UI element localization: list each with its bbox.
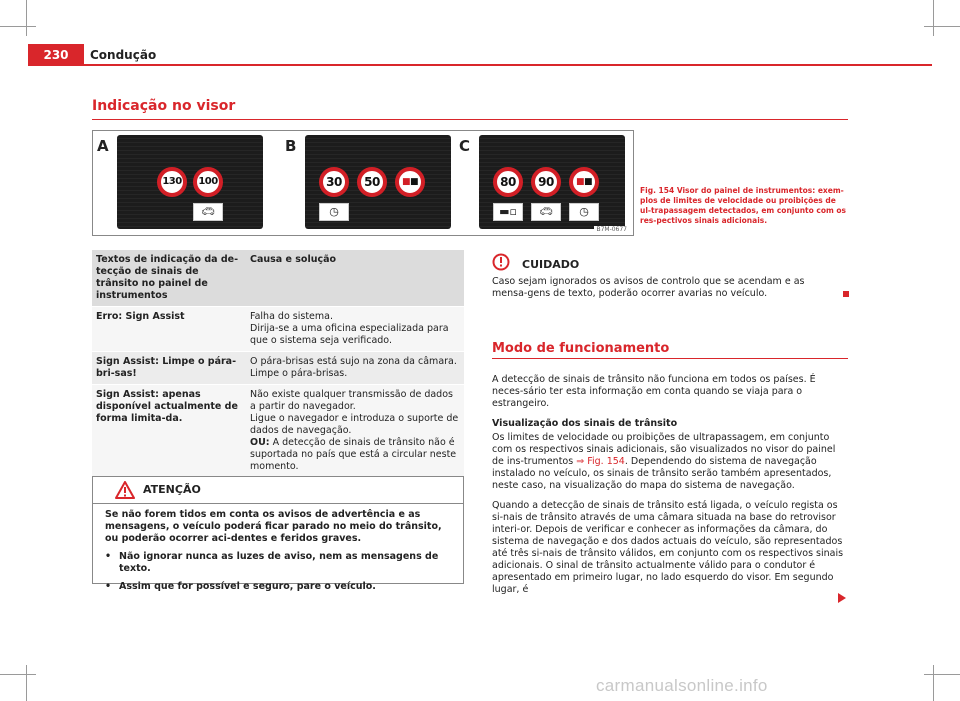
warning-triangle-icon — [115, 481, 135, 499]
speed-limit-sign: 90 — [531, 167, 561, 197]
figure-panel-a — [97, 135, 279, 229]
page-number: 230 — [28, 44, 84, 66]
crop-mark — [26, 0, 27, 36]
instrument-display — [117, 135, 263, 229]
continue-arrow-icon — [838, 593, 846, 603]
speed-limit-sign: 130 — [157, 167, 187, 197]
subheading: Visualização dos sinais de trânsito — [492, 418, 678, 429]
table-cell — [246, 385, 464, 478]
instrument-display — [479, 135, 625, 229]
crop-mark — [0, 26, 36, 27]
section-heading: Modo de funcionamento — [492, 341, 670, 356]
cause-text: Não existe qualquer transmissão de dados a partir do navegador. — [250, 389, 453, 412]
solution-text: Ligue o navegador e introduza o suporte de dados de navegação. — [250, 413, 459, 436]
caution-text: Caso sejam ignorados os avisos de controlo que se acendam e as mensa-gens de texto, poderão ocorrer avarias no veículo. — [492, 276, 805, 299]
crop-mark — [26, 665, 27, 701]
no-overtaking-icon: ■■ — [569, 167, 599, 197]
instrument-display — [305, 135, 451, 229]
panel-letter: C — [459, 137, 471, 155]
figure-caption — [640, 186, 848, 226]
message-table — [92, 250, 464, 477]
caution-exclamation-icon — [492, 253, 510, 271]
section-title: Indicação no visor — [92, 98, 236, 114]
section-heading-rule — [492, 358, 848, 359]
table-header-cell: Causa e solução — [246, 250, 464, 307]
crop-mark — [933, 0, 934, 36]
or-text: A detecção de sinais de trânsito não é suportada no país que está a circular neste momento. — [250, 437, 457, 472]
cause-text: O pára-brisas está sujo na zona da câmara. — [250, 356, 457, 367]
chapter-title: Condução — [90, 48, 157, 62]
figure-154 — [92, 130, 634, 236]
section-rule — [92, 119, 848, 120]
no-overtaking-icon: ■■ — [395, 167, 425, 197]
warning-header — [93, 477, 463, 504]
speed-limit-sign: 80 — [493, 167, 523, 197]
figure-reference-link[interactable]: ⇒ Fig. 154 — [576, 456, 625, 467]
figure-panel-b — [285, 135, 453, 229]
paragraph: Quando a detecção de sinais de trânsito está ligada, o veículo regista os si-nais de trânsito através de uma câmara situada na base do retrovisor interi-or. Depois de verificar e conhecer as informações da câmara, do sistema de navegação e dos dados actuais do veículo, são representados até três si-nais de trânsito válidos, em conjunto com os respectivos sinais adicionais. O sinal de trânsito actualmente válido para o condutor é apresentado em primeiro lugar, no lado esquerdo do visor. Em segundo lugar, é — [492, 500, 844, 595]
table-header-row — [92, 250, 464, 307]
speed-limit-sign: 100 — [193, 167, 223, 197]
or-label: OU: — [250, 437, 270, 448]
warning-body — [105, 509, 455, 599]
table-cell: Erro: Sign Assist — [92, 307, 246, 352]
panel-letter: A — [97, 137, 109, 155]
figure-code: B7M-0677 — [596, 226, 627, 233]
table-cell — [246, 352, 464, 385]
car-icon: 🚗︎ — [531, 203, 561, 221]
end-marker-icon — [843, 291, 849, 297]
speed-limit-sign: 50 — [357, 167, 387, 197]
alternative-text — [250, 437, 460, 473]
body-text — [492, 374, 848, 604]
figure-panel-c — [459, 135, 627, 229]
car-icon: 🚗︎ — [193, 203, 223, 221]
warning-intro: Se não forem tidos em conta os avisos de advertência e as mensagens, o veículo poderá ficar parado no meio do trânsito, ou poderão ocorrer aci-dentes e feridos graves. — [105, 509, 442, 544]
crop-mark — [924, 26, 960, 27]
table-row — [92, 352, 464, 385]
warning-box — [92, 476, 464, 592]
paragraph: A detecção de sinais de trânsito não funciona em todos os países. É neces-sário ter esta informação em conta quando se viaja para o estrangeiro. — [492, 374, 816, 409]
speed-limit-sign: 30 — [319, 167, 349, 197]
solution-text: Limpe o pára-brisas. — [250, 368, 348, 379]
crop-mark — [924, 674, 960, 675]
figure-caption-label: Fig. 154 — [640, 186, 675, 195]
paragraph-text: . Dependendo do sistema de navegação instalado no veículo, os sinais de trânsito serão também apresentados, neste caso, na visualização do mapa do sistema de navegação. — [492, 456, 832, 491]
table-row — [92, 307, 464, 352]
warning-bullet: • Não ignorar nunca as luzes de aviso, nem as mensagens de texto. — [105, 551, 455, 575]
table-cell: Sign Assist: Limpe o pára-bri-sas! — [92, 352, 246, 385]
panel-letter: B — [285, 137, 297, 155]
trailer-icon: ▬▫ — [493, 203, 523, 221]
paragraph — [492, 432, 848, 492]
solution-text: Dirija-se a uma oficina especializada para que o sistema seja verificado. — [250, 323, 449, 346]
page-header — [28, 44, 932, 66]
cause-text: Falha do sistema. — [250, 311, 333, 322]
header-rule — [84, 64, 932, 66]
table-header-cell: Textos de indicação da de-tecção de sinais de trânsito no painel de instrumentos — [92, 250, 246, 307]
clock-icon: ◷ — [569, 203, 599, 221]
table-cell: Sign Assist: apenas disponível actualmente de forma limita-da. — [92, 385, 246, 478]
watermark: carmanualsonline.info — [596, 676, 768, 695]
warning-title: ATENÇÃO — [143, 483, 201, 496]
crop-mark — [0, 674, 36, 675]
figure-caption-text: Visor do painel de instrumentos: exem-plos de limites de velocidade ou proibições de ul-trapassagem detectados, em conjunto com os res-pectivos sinais adicionais. — [640, 186, 847, 225]
paragraph-text: Os limites de velocidade ou proibições de ultrapassagem, em conjunto com os respectivos sinais adicionais, são visualizados no visor do painel de ins-trumentos — [492, 432, 836, 467]
crop-mark — [933, 665, 934, 701]
clock-icon: ◷ — [319, 203, 349, 221]
table-cell — [246, 307, 464, 352]
caution-title: CUIDADO — [522, 258, 580, 271]
warning-bullet: • Assim que for possível e seguro, pare o veículo. — [105, 581, 455, 593]
table-row — [92, 385, 464, 478]
